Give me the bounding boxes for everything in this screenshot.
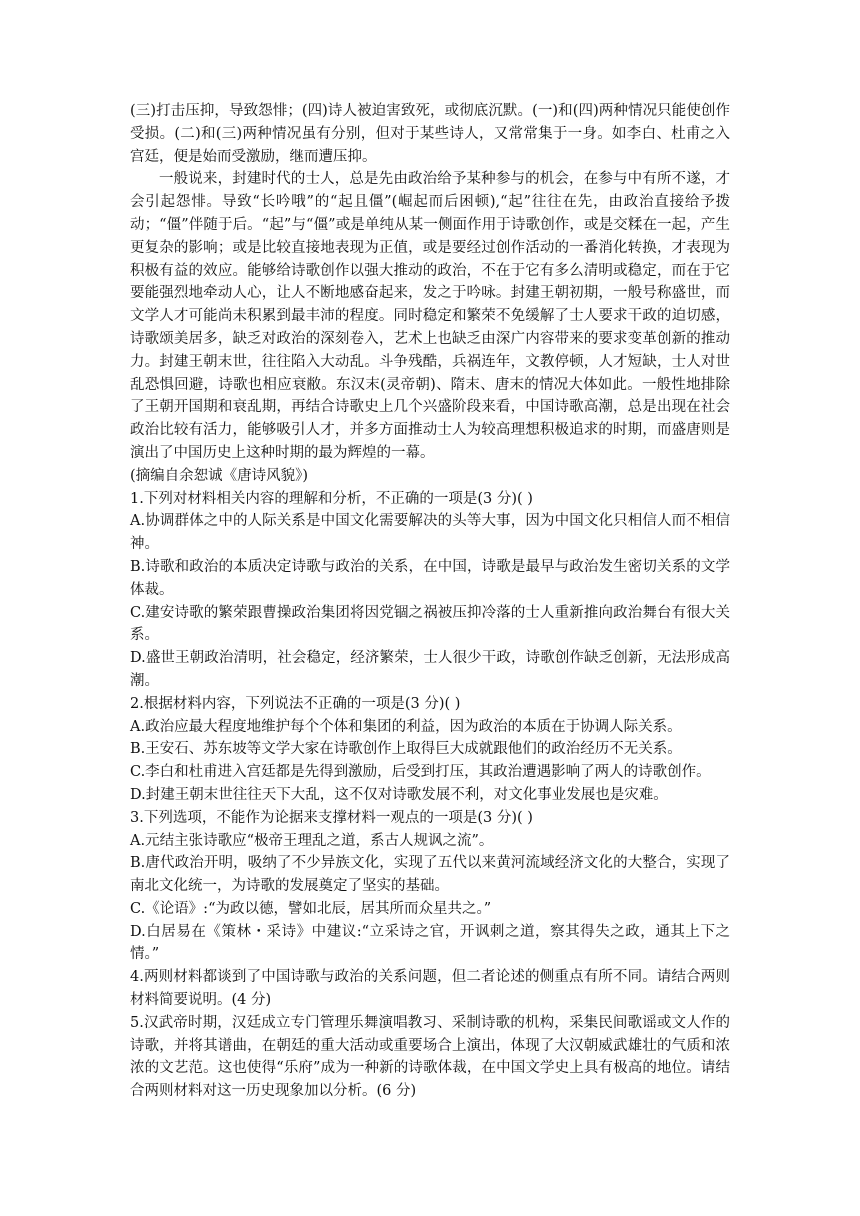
passage-paragraph-2: 一般说来，封建时代的士人，总是先由政治给予某种参与的机会，在参与中有所不遂，才会引起怨悱。导致“长吟哦”的“起且僵”(崛起而后困顿),“起”往往在先，由政治直接给予拨动；“僵”伴随于后。“起”与“僵”或是单纯从某一侧面作用于诗歌创作，或是交糅在一起，产生更复杂的影响；或是比较直接地表现为正值，或是要经过创作活动的一番消化转换，才表现为积极有益的效应。能够给诗歌创作以强大推动的政治，不在于它有多么清明或稳定，而在于它要能强烈地牵动人心，让人不断地感奋起来，发之于吟咏。封建王朝初期，一般号称盛世，而文学人才可能尚未积累到最丰沛的程度。同时稳定和繁荣不免缓解了士人要求干政的迫切感，诗歌颂美居多，缺乏对政治的深刻卷入，艺术上也缺乏由深广内容带来的要求变革创新的推动力。封建王朝末世，往往陷入大动乱。斗争残酷，兵祸连年，文教停顿，人才短缺，士人对世乱恐惧回避，诗歌也相应衰敝。东汉末(灵帝朝)、隋末、唐末的情况大体如此。一般性地排除了王朝开国期和衰乱期，再结合诗歌史上几个兴盛阶段来看，中国诗歌高潮，总是出现在社会政治比较有活力，能够吸引人才，并多方面推动士人为较高理想积极追求的时期，而盛唐则是演出了中国历史上这种时期的最为辉煌的一幕。: [130, 171, 730, 461]
question-3: [130, 807, 730, 967]
document-page: [130, 100, 730, 1103]
question-2-option-a: A.政治应最大程度地维护每个个体和集团的利益，因为政治的本质在于协调人际关系。: [130, 718, 682, 735]
question-5: [130, 1012, 730, 1103]
question-1-stem: 1.下列对材料相关内容的理解和分析，不正确的一项是(3 分)( ): [130, 490, 533, 507]
passage-source: (摘编自余恕诚《唐诗风貌》): [130, 467, 309, 484]
question-1: [130, 488, 730, 693]
question-3-option-c: C.《论语》:“为政以德，譬如北辰，居其所而众星共之。”: [130, 900, 492, 917]
question-5-stem: 5.汉武帝时期，汉廷成立专门管理乐舞演唱教习、采制诗歌的机构，采集民间歌谣或文人作的诗歌，并将其谱曲，在朝廷的重大活动或重要场合上演出，体现了大汉朝威武雄壮的气质和浓浓的文艺范。这也使得“乐府”成为一种新的诗歌体裁，在中国文学史上具有极高的地位。请结合两则材料对这一历史现象加以分析。(6 分): [130, 1014, 730, 1100]
question-4-stem: 4.两则材料都谈到了中国诗歌与政治的关系问题，但二者论述的侧重点有所不同。请结合两则材料简要说明。(4 分): [130, 969, 730, 1009]
question-2-option-b: B.王安石、苏东坡等文学大家在诗歌创作上取得巨大成就跟他们的政治经历不无关系。: [130, 741, 682, 758]
question-1-option-b: B.诗歌和政治的本质决定诗歌与政治的关系，在中国，诗歌是最早与政治发生密切关系的文学体裁。: [130, 558, 730, 598]
question-3-option-d: D.白居易在《策林・采诗》中建议:“立采诗之官，开讽刺之道，察其得失之政，通其上下之情。”: [130, 923, 730, 963]
question-2: [130, 693, 730, 807]
question-1-option-a: A.协调群体之中的人际关系是中国文化需要解决的头等大事，因为中国文化只相信人而不相信神。: [130, 513, 730, 553]
question-3-stem: 3.下列选项，不能作为论据来支撑材料一观点的一项是(3 分)( ): [130, 809, 533, 826]
question-3-option-b: B.唐代政治开明，吸纳了不少异族文化，实现了五代以来黄河流域经济文化的大整合，实现了南北文化统一，为诗歌的发展奠定了坚实的基础。: [130, 855, 730, 895]
question-1-option-d: D.盛世王朝政治清明，社会稳定，经济繁荣，士人很少干政，诗歌创作缺乏创新，无法形成高潮。: [130, 650, 730, 689]
question-3-option-a: A.元结主张诗歌应“极帝王理乱之道，系古人规讽之流”。: [130, 832, 494, 849]
question-2-stem: 2.根据材料内容，下列说法不正确的一项是(3 分)( ): [130, 695, 461, 712]
question-4: [130, 966, 730, 1012]
question-1-option-c: C.建安诗歌的繁荣跟曹操政治集团将因党锢之祸被压抑冷落的士人重新推向政治舞台有很大关系。: [130, 604, 730, 644]
passage-paragraph-1: (三)打击压抑，导致怨悱；(四)诗人被迫害致死，或彻底沉默。(一)和(四)两种情况只能使创作受损。(二)和(三)两种情况虽有分别，但对于某些诗人，又常常集于一身。如李白、杜甫之入宫廷，便是始而受激励，继而遭压抑。: [130, 103, 730, 165]
question-2-option-c: C.李白和杜甫进入宫廷都是先得到激励，后受到打压，其政治遭遇影响了两人的诗歌创作。: [130, 764, 711, 781]
question-2-option-d: D.封建王朝末世往往天下大乱，这不仅对诗歌发展不利，对文化事业发展也是灾难。: [130, 786, 668, 803]
